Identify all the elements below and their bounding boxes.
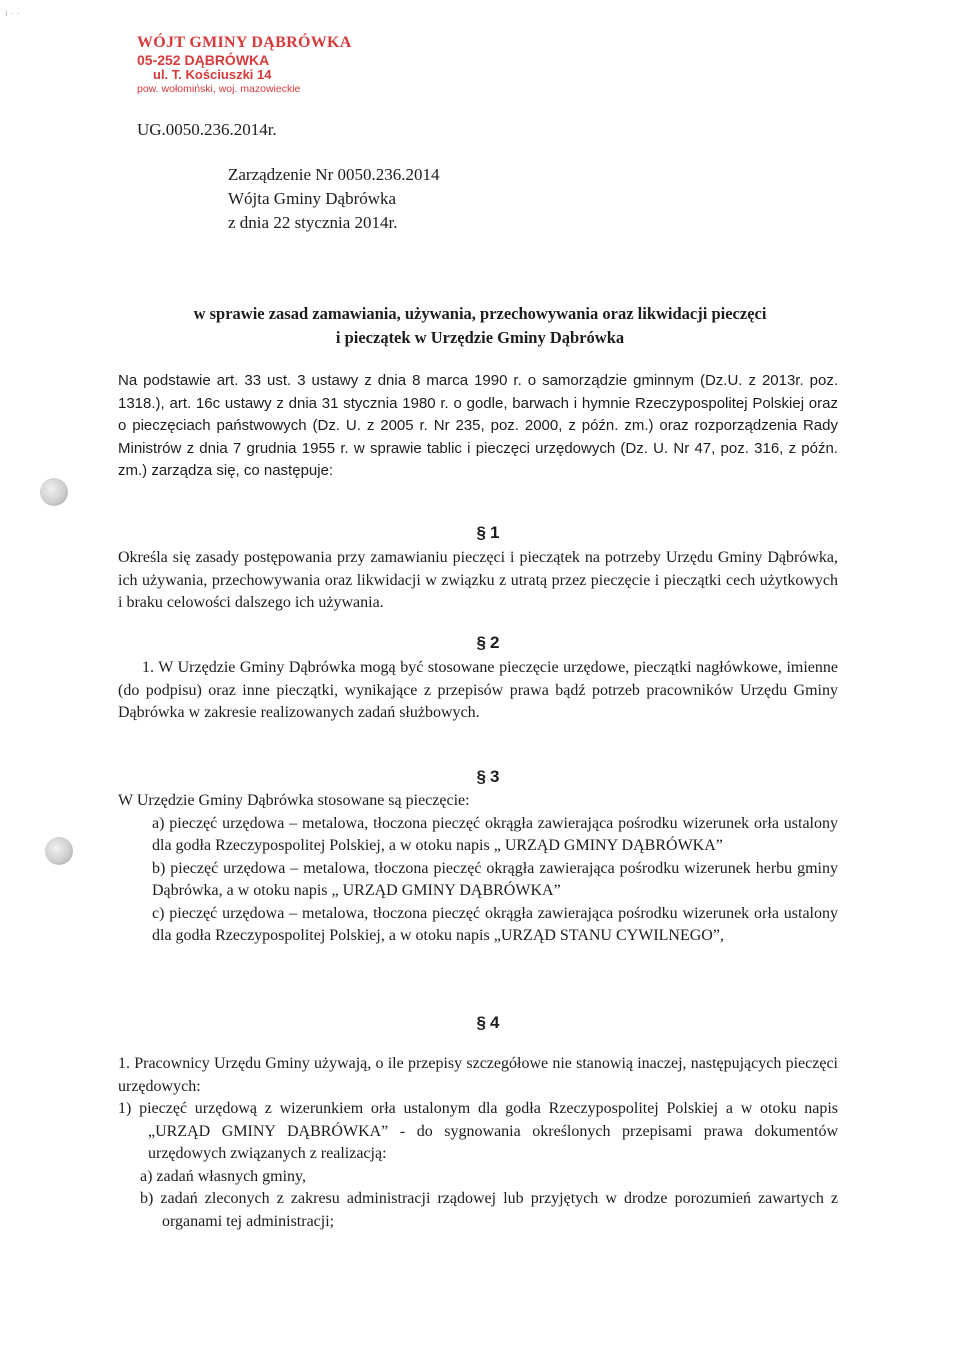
section-mark: § [476, 633, 486, 652]
section-1-text: Określa się zasady postępowania przy zamawianiu pieczęci i pieczątek na potrzeby Urzędu Gminy Dąbrówka, ich używania, przechowywania oraz likwidacji w związku z utratą przez pieczęcie i pieczątki cech użytkowych i braku celowości dalszego ich używania. [118, 549, 838, 611]
office-stamp [137, 34, 352, 95]
subject-line-2: i pieczątek w Urzędzie Gminy Dąbrówka [335, 328, 625, 347]
section-number: 1 [490, 523, 500, 542]
reference-number: UG.0050.236.2014r. [137, 120, 277, 139]
heading-line-1: Zarządzenie Nr 0050.236.2014 [228, 165, 440, 184]
section-1-heading [0, 523, 960, 543]
section-2-text: 1. W Urzędzie Gminy Dąbrówka mogą być stosowane pieczęcie urzędowe, pieczątki nagłówkowe, imienne (do podpisu) oraz inne pieczątki, wynikające z przepisów prawa bądź potrzeb pracowników Urzędu Gminy Dąbrówka w zakresie realizowanych zadań służbowych. [118, 659, 838, 721]
section-3-item-b: b) pieczęć urzędowa – metalowa, tłoczona pieczęć okrągła zawierająca pośrodku wizerunek herbu gminy Dąbrówka, a w otoku napis „ URZĄD GMINY DĄBRÓWKA” [152, 859, 838, 899]
stamp-line-2: 05-252 DĄBRÓWKA [137, 52, 270, 69]
section-4 [118, 1053, 838, 1233]
punch-hole [40, 478, 68, 506]
legal-basis-paragraph: Na podstawie art. 33 ust. 3 ustawy z dnia 8 marca 1990 r. o samorządzie gminnym (Dz.U. z 2013r. poz. 1318.), art. 16c ustawy z dnia 31 stycznia 1980 r. o godle, barwach i hymnie Rzeczypospolitej Polskiej oraz o pieczęciach państwowych (Dz. U. z 2005 r. Nr 235, poz. 2000, z późn. zm.) oraz rozporządzenia Rady Ministrów z dnia 7 grudnia 1955 r. w sprawie tablic i pieczęci urzędowych (Dz. U. Nr 47, poz. 316, z późn. zm.) zarządza się, co następuje: [118, 372, 838, 479]
document-heading [228, 163, 439, 235]
section-number: 2 [490, 633, 500, 652]
stamp-line-3: ul. T. Kościuszki 14 [153, 67, 272, 83]
section-2-heading [0, 633, 960, 653]
section-3-heading [0, 767, 960, 787]
subject-line-1: w sprawie zasad zamawiania, używania, przechowywania oraz likwidacji pieczęci [193, 304, 767, 323]
section-3-item-c: c) pieczęć urzędowa – metalowa, tłoczona pieczęć okrągła zawierająca pośrodku wizerunek orła ustalony dla godła Rzeczypospolitej Polskiej, a w otoku napis „URZĄD STANU CYWILNEGO”, [152, 904, 838, 944]
heading-line-3: z dnia 22 stycznia 2014r. [228, 213, 398, 232]
section-4-sub-1: 1) pieczęć urzędową z wizerunkiem orła ustalonym dla godła Rzeczypospolitej Polskiej a w otoku napis „URZĄD GMINY DĄBRÓWKA” - do sygnowania określonych przepisami prawa dokumentów urzędowych związanych z realizacją: [118, 1100, 838, 1162]
stamp-line-4: pow. wołomiński, woj. mazowieckie [137, 83, 301, 96]
section-3-lead: W Urzędzie Gminy Dąbrówka stosowane są pieczęcie: [118, 792, 470, 809]
section-3-item-a: a) pieczęć urzędowa – metalowa, tłoczona pieczęć okrągła zawierająca pośrodku wizerunek orła ustalony dla godła Rzeczypospolitej Polskiej, a w otoku napis „ URZĄD GMINY DĄBRÓWKA” [152, 814, 838, 854]
section-mark: § [476, 1013, 486, 1032]
stamp-line-1: WÓJT GMINY DĄBRÓWKA [137, 34, 352, 51]
section-mark: § [476, 523, 486, 542]
section-number: 4 [490, 1013, 500, 1032]
section-1 [118, 547, 838, 615]
heading-line-2: Wójta Gminy Dąbrówka [228, 189, 397, 208]
document-subject [110, 302, 850, 350]
section-4-sub-b: b) zadań zleconych z zakresu administracji rządowej lub przyjętych w drodze porozumień zawartych z organami tej administracji; [140, 1190, 838, 1230]
section-4-point-1: 1. Pracownicy Urzędu Gminy używają, o ile przepisy szczegółowe nie stanowią inaczej, następujących pieczęci urzędowych: [118, 1055, 838, 1095]
section-3 [118, 790, 838, 948]
section-mark: § [476, 767, 486, 786]
section-4-sub-a: a) zadań własnych gminy, [140, 1167, 307, 1185]
punch-hole [45, 837, 73, 865]
scan-mark: ı · · [5, 8, 20, 19]
section-2 [118, 657, 838, 725]
section-4-heading [0, 1013, 960, 1033]
section-number: 3 [490, 767, 500, 786]
